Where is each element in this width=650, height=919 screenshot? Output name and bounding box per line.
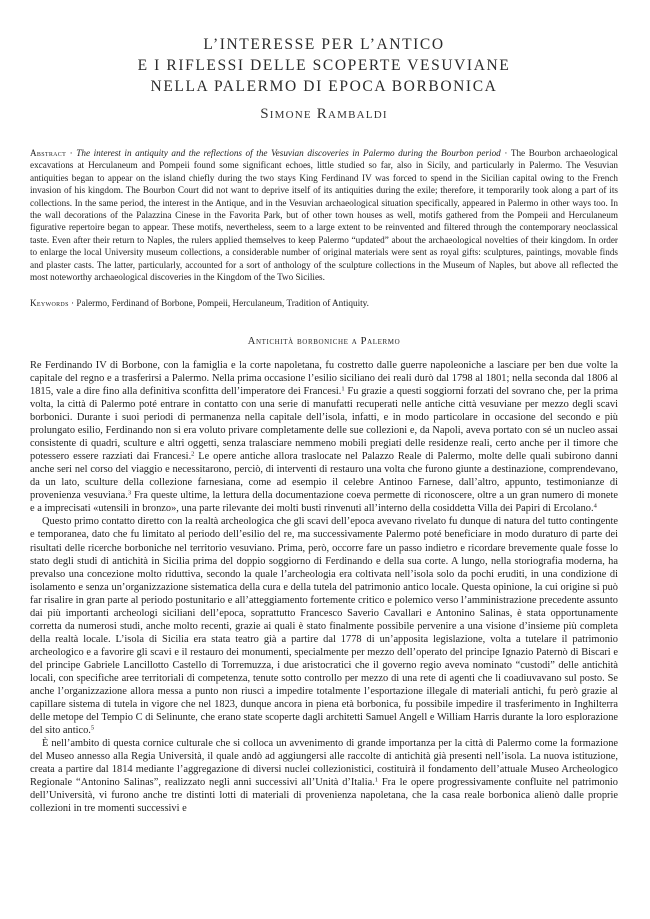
abstract-text: · The Bourbon archaeological excavations at Herculaneum and Pompeii found some significant echoes, little studied so far, also in Sicily, and particularly in Palermo. The Vesuvian antiquities began to appear on the island chiefly during the two stays King Ferdinand IV was forced to spend in the Sicilian capital owing to the French invasion of his kingdom. The Bourbon Court did not want to deprive itself of its antiquities during the exile; therefore, it temporarily took along a part of its collections. In the same period, the interest in the Antique, and in the Vesuvian archaeological situation specifically, appeared in Palermo in other ways too. In the wall decorations of the Palazzina Cinese in the Favorita Park, but of other town houses as well, motifs gathered from the Pompeii and Herculaneum figurative repertoire began to appear. These motifs, nevertheless, seem to a large extent to be reinvented and filtered through the contemporary neoclassical taste. Even after their return to Naples, the rulers applied themselves to keep Palermo “updated” about the archaeological novelties of their kingdom. In order to enlarge the local University museum collections, a considerable number of original materials were sent as royal gifts: sculptures, paintings, movable finds and plaster casts. The latter, particularly, accounted for a sort of anthology of the sculpture collections in the Museum of Naples, but above all reflected the most noteworthy archaeological discoveries in the Kingdom of the Two Sicilies.	[30, 148, 618, 283]
footnote-ref-5: 5	[90, 724, 95, 732]
paragraph-3	[30, 737, 618, 815]
body-text	[30, 359, 618, 816]
title-line-1: L’INTERESSE PER L’ANTICO	[203, 36, 445, 53]
paragraph-1-text-c: Le opere antiche allora traslocate nel Palazzo Reale di Palermo, molte delle quali subirono danni anche seri nel corso del viaggio e necessitarono, perciò, di interventi di restauro una volta che furono giunte a destinazione, comprendevano, da un lato, sculture della collezione farnesiana, come ad esempio il celebre Antinoo Farnese, dall’altro, appunto, testimonianze di provenienza vesuviana.	[30, 451, 618, 502]
paragraph-1-text-d: Fra queste ultime, la lettura della documentazione coeva permette di riconoscere, oltre a un gran numero di monete e a imprecisati «utensili in bronzo», una parte rilevante dei molti busti rinvenuti all’interno della cosiddetta Villa dei Papiri di Ercolano.	[30, 490, 618, 515]
paragraph-1-text-b: Fu grazie a questi soggiorni forzati del sovrano che, per la prima volta, la città di Palermo poté entrare in contatto con una serie di manufatti recuperati nelle antiche città vesuviane per mezzo degli scavi borbonici. Durante i suoi periodi di permanenza nella capitale dell’isola, infatti, e in modo particolare in occasione del secondo e più prolungato esilio, Ferdinando non si era voluto privare completamente delle sue collezioni e, da Napoli, aveva portato con sé un nucleo assai consistente di quadri, sculture e altri oggetti, senza tralasciare nemmeno mobili pregiati delle residenze reali, certo anche per il timore che potessero essere razziati dai Francesi.	[30, 385, 619, 463]
paragraph-2	[30, 515, 618, 737]
footnote-ref-6: 1	[374, 776, 379, 784]
paragraph-1	[30, 359, 618, 516]
paragraph-1-text-a: Re Ferdinando IV di Borbone, con la famiglia e la corte napoletana, fu costretto dalle guerre napoleoniche a lasciare per ben due volte la capitale del regno e a trasferirsi a Palermo. Nella prima occasione l’esilio siciliano dei reali durò dal 1798 al 1801; nella seconda dal 1806 al 1815, vale a dire fino alla definitiva sconfitta dell’imperatore dei Francesi.	[30, 359, 618, 397]
title-line-3: NELLA PALERMO DI EPOCA BORBONICA	[150, 78, 498, 95]
keywords-label: Keywords	[30, 298, 69, 309]
footnote-ref-2: 2	[191, 450, 195, 458]
abstract-separator: ·	[66, 148, 77, 158]
author-name: Simone Rambaldi	[260, 106, 388, 122]
footnote-ref-3: 3	[127, 489, 132, 497]
keywords-separator: ·	[68, 298, 77, 309]
paragraph-3-text-b: Fra le opere progressivamente confluite nel patrimonio dell’Università, vi furono anche tre distinti lotti di materiali di provenienza napoletana, che la casa reale borbonica alienò dalle proprie collezioni in tre momenti successivi e	[30, 777, 618, 815]
abstract-english-title: The interest in antiquity and the reflections of the Vesuvian discoveries in Palermo during the Bourbon period	[76, 148, 501, 158]
footnote-ref-4: 4	[593, 502, 597, 510]
keywords-text: Palermo, Ferdinand of Borbone, Pompeii, Herculaneum, Tradition of Antiquity.	[76, 298, 369, 309]
keywords	[30, 297, 618, 309]
footnote-ref-1: 1	[341, 385, 345, 393]
section-heading: Antichità borboniche a Palermo	[247, 335, 401, 347]
paper-title	[30, 34, 618, 97]
abstract	[30, 147, 618, 283]
abstract-label: Abstract	[30, 148, 67, 158]
paragraph-2-text-a: Questo primo contatto diretto con la realtà archeologica che gli scavi dell’epoca avevano rivelato fu dunque di natura del tutto contingente e temporanea, dato che fu limitato al periodo dell’esilio del re, ma successivamente Palermo poté beneficiare in modo duraturo di parte dei risultati delle ricerche borboniche nel territorio vesuviano. Prima, però, occorre fare un passo indietro e ricordare brevemente quale fosse lo stato degli studi di antichità in Sicilia prima del doppio soggiorno di Ferdinando e della sua corte. A lungo, nella storiografia moderna, ha prevalso una concezione molto riduttiva, secondo la quale l’archeologia era coltivata nell’isola solo da pochi eruditi, in una condizione di isolamento e senza un’organizzazione sistematica della cura e della tutela del patrimonio antico locale. Questa opinione, la cui origine si può far risalire in gran parte al periodo postunitario e all’atteggiamento fortemente critico e polemico verso l’amministrazione precedente assunto dai più importanti archeologi siciliani dell’epoca, soprattutto Francesco Saverio Cavallari e Antonino Salinas, è stata opportunamente corretta da numerosi studi, anche molto recenti, grazie ai quali è stato finalmente possibile pervenire a una visione d’insieme più completa della realtà locale. L’isola di Sicilia era stata teatro già a partire dal 1778 di un’apposita legislazione, volta a tutelare il patrimonio archeologico e a favorire gli scavi e il restauro dei monumenti, specialmente per mezzo dell’operato del principe Ignazio Paternò di Biscari e del principe Gabriele Lancillotto Castello di Torremuzza, i due aristocratici che il governo regio aveva nominato “custodi” delle antichità locali, con specifiche aree territoriali di competenza, tenute sotto controllo per mezzo di una rete di agenti che li coadiuvavano sul posto. Se anche l’organizzazione allora messa a punto non riuscì a impedire totalmente l’esportazione illegale di materiali antichi, fu però grazie al capillare sistema di tutela in vigore che nel 1823, dunque ancora in piena età borbonica, fu possibile impedire il trasferimento in Inghilterra delle metope del Tempio C di Selinunte, che erano state scoperte dagli architetti Samuel Angell e William Harris durante la loro esplorazione del sito antico.	[30, 516, 618, 737]
paragraph-3-text-a: È nell’ambito di questa cornice culturale che si colloca un avvenimento di grande importanza per la città di Palermo come la formazione del Museo annesso alla Regia Università, il quale andò ad aggiungersi alle raccolte di antichità già presenti nell’isola. La nuova istituzione, creata a partire dal 1814 mediante l’aggregazione di diversi nuclei collezionistici, costituirà il fondamento dell’attuale Museo Archeologico Regionale “Antonino Salinas”, realizzato negli anni successivi all’Unità d’Italia.	[30, 738, 618, 789]
title-line-2: E I RIFLESSI DELLE SCOPERTE VESUVIANE	[137, 57, 511, 74]
